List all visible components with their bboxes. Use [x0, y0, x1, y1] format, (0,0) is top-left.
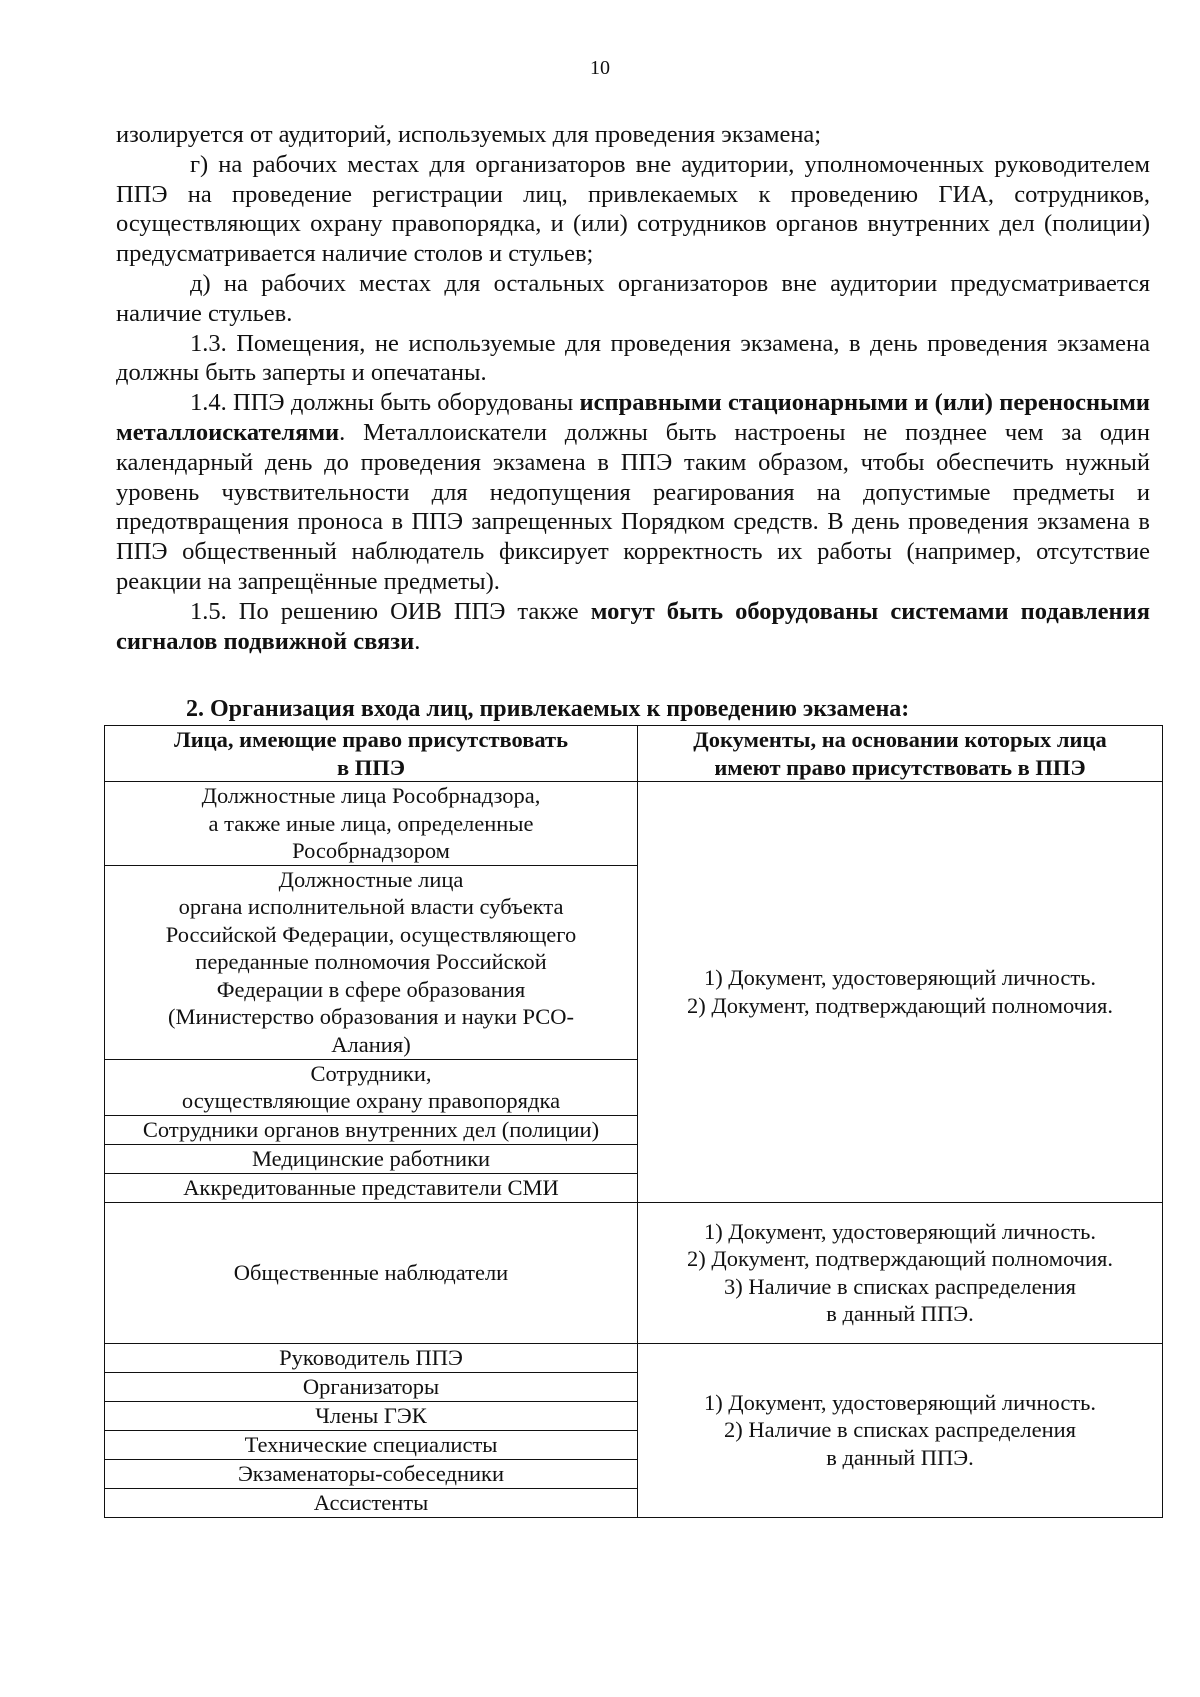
- person-line: Федерации в сфере образования: [216, 976, 526, 1002]
- person-line: Организаторы: [302, 1373, 440, 1399]
- person-line: Члены ГЭК: [315, 1402, 427, 1428]
- section-title: 2. Организация входа лиц, привлекаемых к проведению экзамена:: [186, 696, 910, 722]
- paragraph-1-4-lead: 1.4. ППЭ должны быть оборудованы: [190, 389, 580, 417]
- person-cell: [105, 782, 638, 866]
- person-line: а также иные лица, определенные: [208, 810, 534, 836]
- person-line: осуществляющие охрану правопорядка: [181, 1088, 561, 1113]
- header-documents-line: имеют право присутствовать в ППЭ: [714, 754, 1086, 780]
- document-line: 1) Документ, удостоверяющий личность.: [703, 1389, 1097, 1415]
- document-line: 2) Документ, подтверждающий полномочия.: [687, 1246, 1113, 1271]
- paragraph-1-5: [116, 597, 1150, 657]
- person-line: Должностные лица Рособрнадзора,: [201, 783, 541, 808]
- person-cell: [105, 1430, 638, 1459]
- paragraph-1-4-rest: . Металлоискатели должны быть настроены не позднее чем за один календарный день до проведения экзамена в ППЭ таким образом, чтобы обеспечить нужный уровень чувствительности для недопущения реагирования на допустимые предметы и предотвращения проноса в ППЭ запрещенных Порядком средств. В день проведения экзамена в ППЭ общественный наблюдатель фиксирует корректность их работы (например, отсутствие реакции на запрещённые предметы).: [116, 418, 1150, 595]
- person-cell: [105, 1343, 638, 1372]
- person-line: органа исполнительной власти субъекта: [178, 894, 564, 920]
- person-cell: [105, 1459, 638, 1488]
- person-line: Экзаменаторы-собеседники: [237, 1460, 505, 1486]
- person-line: Руководитель ППЭ: [279, 1344, 463, 1370]
- document-line: 3) Наличие в списках распределения: [723, 1273, 1077, 1299]
- table-row: [105, 1343, 1163, 1372]
- person-line: переданные полномочия Российской: [195, 949, 547, 975]
- paragraph-1-4-bold: исправными стационарными и (или) переносными металлоискателями: [116, 389, 1150, 446]
- person-line: Алания): [331, 1031, 411, 1057]
- paragraph-1-4: [116, 388, 1150, 597]
- person-cell: [105, 1144, 638, 1173]
- person-cell: [105, 1372, 638, 1401]
- access-table: [104, 725, 1163, 1518]
- documents-cell: [638, 1343, 1163, 1517]
- document-line: 1) Документ, удостоверяющий личность.: [703, 965, 1097, 991]
- table-row: [105, 782, 1163, 866]
- paragraph-1-5-rest: .: [414, 627, 421, 655]
- header-persons-line: Лица, имеющие право присутствовать: [173, 727, 569, 752]
- paragraph-1-5-bold: могут быть оборудованы системами подавления сигналов подвижной связи: [116, 597, 1150, 655]
- person-line: Сотрудники,: [310, 1060, 432, 1086]
- person-line: Должностные лица: [278, 866, 464, 892]
- body-text: [116, 120, 1150, 656]
- person-cell: [105, 1059, 638, 1115]
- person-cell: [105, 1488, 638, 1517]
- header-documents-line: Документы, на основании которых лица: [693, 727, 1107, 752]
- header-persons: [105, 726, 638, 782]
- person-cell: [105, 1401, 638, 1430]
- person-line: Рособрнадзором: [292, 838, 450, 863]
- person-line: Российской Федерации, осуществляющего: [165, 921, 577, 947]
- document-line: 2) Наличие в списках распределения: [723, 1417, 1077, 1443]
- paragraph-1-5-lead: 1.5. По решению ОИВ ППЭ также: [190, 597, 591, 625]
- table-header-row: [105, 726, 1163, 782]
- document-line: 1) Документ, удостоверяющий личность.: [703, 1218, 1097, 1244]
- person-line: Медицинские работники: [251, 1145, 491, 1171]
- person-cell: [105, 1173, 638, 1202]
- page-number: 10: [590, 57, 610, 79]
- person-cell: [105, 1115, 638, 1144]
- paragraph-1-3: 1.3. Помещения, не используемые для проведения экзамена, в день проведения экзамена должны быть заперты и опечатаны.: [116, 329, 1150, 387]
- document-line: в данный ППЭ.: [826, 1301, 974, 1326]
- table-row: [105, 1202, 1163, 1343]
- person-line: Технические специалисты: [244, 1431, 498, 1457]
- person-line: Аккредитованные представители СМИ: [183, 1174, 559, 1200]
- header-documents: [638, 726, 1163, 782]
- person-line: Общественные наблюдатели: [233, 1259, 509, 1285]
- document-line: в данный ППЭ.: [826, 1444, 974, 1470]
- documents-cell: [638, 1202, 1163, 1343]
- person-cell: [105, 865, 638, 1059]
- person-cell: [105, 1202, 638, 1343]
- paragraph-continuation: изолируется от аудиторий, используемых для проведения экзамена;: [116, 121, 822, 148]
- paragraph-g: г) на рабочих местах для организаторов вне аудитории, уполномоченных руководителем ППЭ на проведение регистрации лиц, привлекаемых к проведению ГИА, сотрудников, осуществляющих охрану правопорядка, и (или) сотрудников органов внутренних дел (полиции) предусматривается наличие столов и стульев;: [116, 150, 1150, 268]
- person-line: Ассистенты: [313, 1489, 429, 1515]
- document-line: 2) Документ, подтверждающий полномочия.: [687, 992, 1113, 1018]
- person-line: Сотрудники органов внутренних дел (полиции): [142, 1116, 600, 1142]
- person-line: (Министерство образования и науки РСО-: [167, 1004, 575, 1030]
- header-persons-line: в ППЭ: [336, 754, 406, 780]
- documents-cell: [638, 782, 1163, 1203]
- paragraph-d: д) на рабочих местах для остальных организаторов вне аудитории предусматривается наличие стульев.: [116, 269, 1150, 327]
